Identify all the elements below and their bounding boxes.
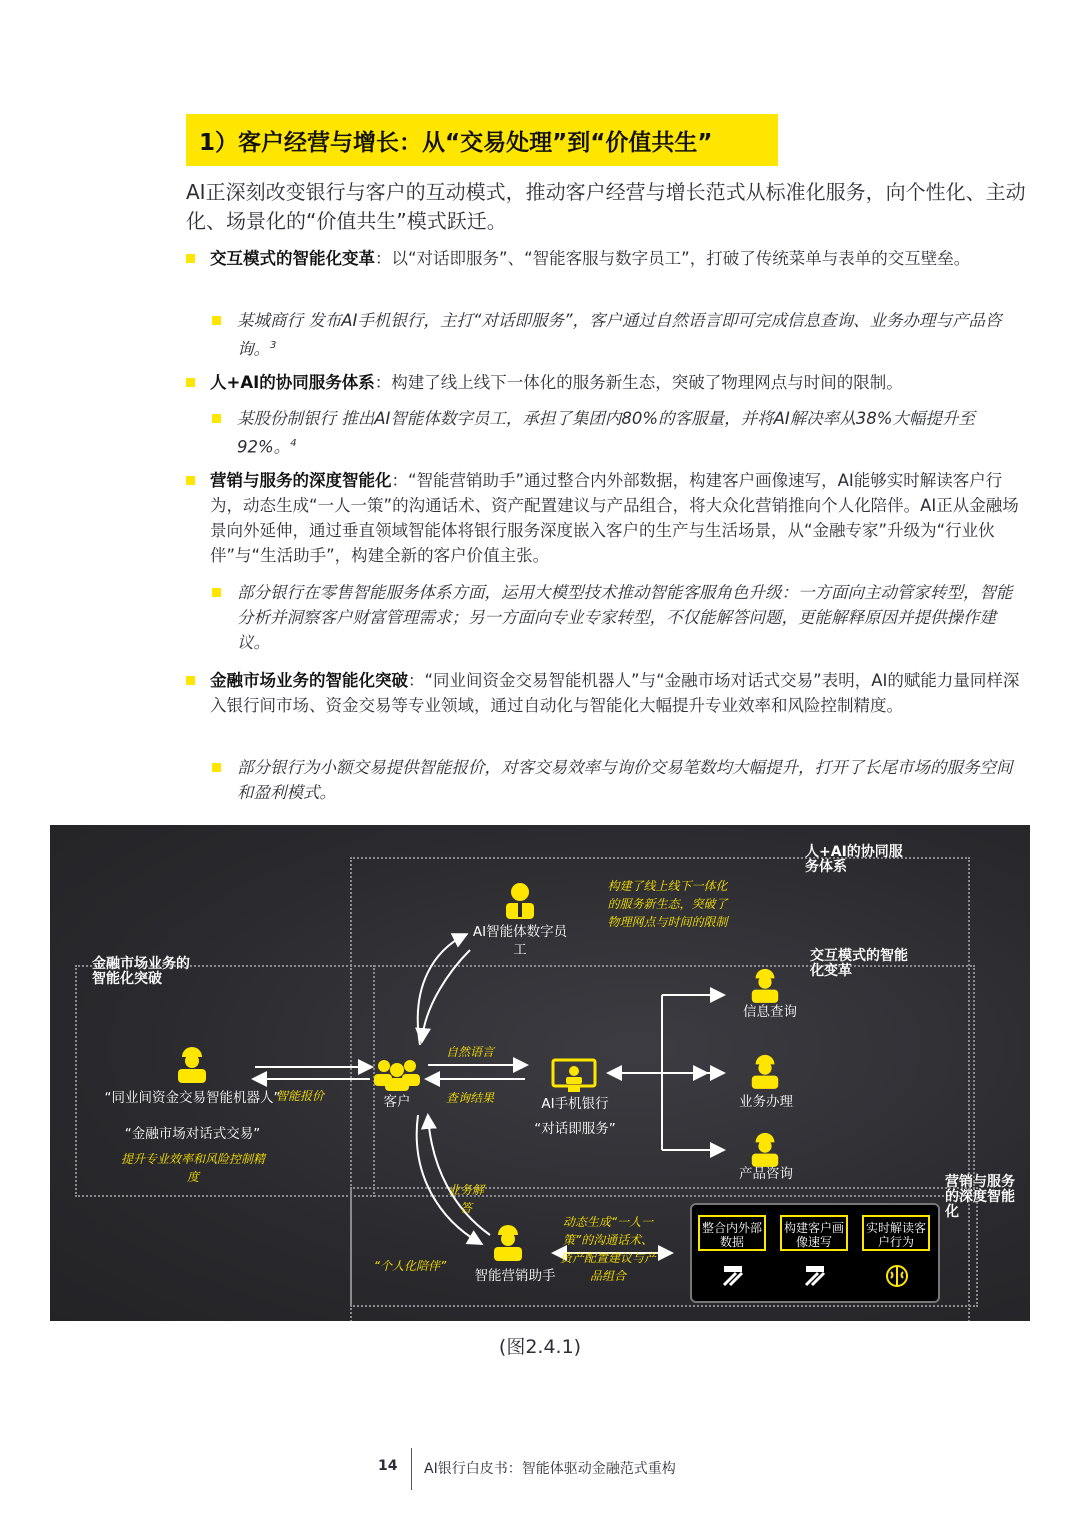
bullet-text: ：“同业间资金交易智能机器人”与“金融市场对话式交易”表明，AI的赋能力量同样深入银行间市场、资金交易等专业领域，通过自动化与智能化大幅提升专业效率和风险控制精度。 — [210, 671, 1020, 715]
collab-note: 构建了线上线下一体化的服务新生态，突破了物理网点与时间的限制 — [607, 879, 728, 929]
bullet-title: 人+AI的协同服务体系 — [210, 373, 375, 392]
mobile-bank-label: AI手机银行 — [541, 1096, 609, 1112]
business-label: 业务办理 — [739, 1094, 793, 1110]
trading-robot-label: “同业间资金交易智能机器人” — [104, 1090, 281, 1106]
interaction-zone-label: 交互模式的智能化变革 — [810, 948, 908, 979]
bullet-marker — [186, 676, 195, 685]
personal-company-label: “个人化陪伴” — [373, 1259, 447, 1273]
one-strategy-note: 动态生成“一人一策”的沟通话术、资产配置建议与产品组合 — [559, 1215, 656, 1283]
bullet-marker — [212, 316, 221, 325]
bullet-text: ：构建了线上线下一体化的服务新生态，突破了物理网点与时间的限制。 — [374, 373, 903, 392]
example-item — [212, 406, 1024, 460]
digital-staff-person-icon — [502, 880, 538, 920]
tools-icon — [720, 1263, 746, 1289]
marketing-zone-label: 营销与服务的深度智能化 — [945, 1174, 1015, 1220]
example-text: 部分银行在零售智能服务体系方面，运用大模型技术推动智能客服角色升级：一方面向主动管家转型，智能分析并洞察客户财富管理需求；另一方面向专业专家转型，不仅能解答问题，更能解释原因并提供操作建议。 — [237, 583, 1013, 652]
capability-box: 整合内外部数据 — [698, 1215, 766, 1251]
digital-staff-label: AI智能体数字员工 — [472, 924, 568, 958]
product-label: 产品咨询 — [739, 1166, 793, 1182]
mobile-bank-monitor-icon — [550, 1057, 598, 1095]
business-answer-label: 业务解答 — [447, 1183, 484, 1215]
customer-group-icon — [372, 1057, 422, 1091]
footer-divider — [411, 1448, 412, 1490]
bullet-title: 金融市场业务的智能化突破 — [210, 671, 408, 690]
example-item — [212, 580, 1024, 655]
bullet-title: 交互模式的智能化变革 — [210, 249, 375, 268]
customer-label: 客户 — [383, 1094, 411, 1110]
bullet-text: ：“智能营销助手”通过整合内外部数据，构建客户画像速写，AI能够实时解读客户行为，动态生成“一人一策”的沟通话术、资产配置建议与产品组合，将大众化营销推向个人化陪伴。AI正从金融场景向外延伸，通过垂直领域智能体将银行服务深度嵌入客户的生产与生活场景，从“金融专家”升级为“行业伙伴”与“生活助手”，构建全新的客户价值主张。 — [210, 471, 1019, 565]
footnote-ref: 3 — [270, 340, 277, 351]
bullet-item — [186, 468, 1026, 568]
bullet-item — [186, 370, 1026, 395]
bullet-marker — [212, 414, 221, 423]
collab-zone-label: 人+AI的协同服务体系 — [805, 844, 903, 875]
info-query-label: 信息查询 — [743, 1004, 797, 1020]
query-result-label: 查询结果 — [445, 1091, 494, 1105]
mobile-bank-sub-label: “对话即服务” — [534, 1121, 616, 1137]
figure-caption: (图2.4.1) — [498, 1336, 582, 1358]
tools-icon — [802, 1263, 828, 1289]
example-text: 某股份制银行 推出AI智能体数字员工，承担了集团内80%的客服量，并将AI解决率从38%大幅提升至92%。 — [237, 409, 975, 457]
intro-paragraph: AI正深刻改变银行与客户的互动模式，推动客户经营与增长范式从标准化服务，向个性化、主动化、场景化的“价值共生”模式跃迁。 — [186, 180, 1026, 233]
data-capability-panel — [690, 1203, 940, 1303]
natural-language-label: 自然语言 — [445, 1045, 494, 1059]
section-title: 1）客户经营与增长：从“交易处理”到“价值共生” — [199, 130, 713, 156]
example-text: 某城商行 发布AI手机银行，主打“对话即服务”，客户通过自然语言即可完成信息查询、业务办理与产品咨询。 — [237, 311, 1002, 359]
example-text: 部分银行为小额交易提供智能报价，对客交易效率与询价交易笔数均大幅提升，打开了长尾市场的服务空间和盈利模式。 — [237, 758, 1013, 802]
marketing-assistant-label: 智能营销助手 — [474, 1268, 556, 1284]
marketing-assistant-person-icon — [490, 1221, 526, 1261]
business-person-icon — [748, 1051, 782, 1089]
trading-robot-person-icon — [174, 1043, 210, 1083]
dialog-trading-label: “金融市场对话式交易” — [124, 1126, 261, 1142]
capability-box: 实时解读客户行为 — [862, 1215, 930, 1251]
bullet-text: ：以“对话即服务”、“智能客服与数字员工”，打破了传统菜单与表单的交互壁垒。 — [375, 249, 971, 268]
bullet-item — [186, 668, 1026, 718]
market-note: 提升专业效率和风险控制精度 — [120, 1152, 265, 1184]
bullet-title: 营销与服务的深度智能化 — [210, 471, 392, 490]
bullet-marker — [186, 378, 195, 387]
smart-quote-label: 智能报价 — [275, 1089, 324, 1103]
market-zone-label: 金融市场业务的智能化突破 — [92, 956, 190, 987]
bullet-marker — [186, 254, 195, 263]
footnote-ref: 4 — [290, 438, 297, 449]
example-item — [212, 755, 1024, 805]
brain-icon — [884, 1263, 910, 1289]
page-number: 14 — [378, 1458, 398, 1474]
info-query-person-icon — [748, 965, 782, 1003]
example-item — [212, 308, 1024, 362]
bullet-marker — [212, 763, 221, 772]
product-person-icon — [748, 1129, 782, 1167]
bullet-marker — [186, 476, 195, 485]
bullet-marker — [212, 588, 221, 597]
capability-box: 构建客户画像速写 — [780, 1215, 848, 1251]
footer-title: AI银行白皮书：智能体驱动金融范式重构 — [424, 1461, 676, 1477]
bullet-item — [186, 246, 1026, 271]
service-ecosystem-diagram — [50, 825, 1030, 1321]
